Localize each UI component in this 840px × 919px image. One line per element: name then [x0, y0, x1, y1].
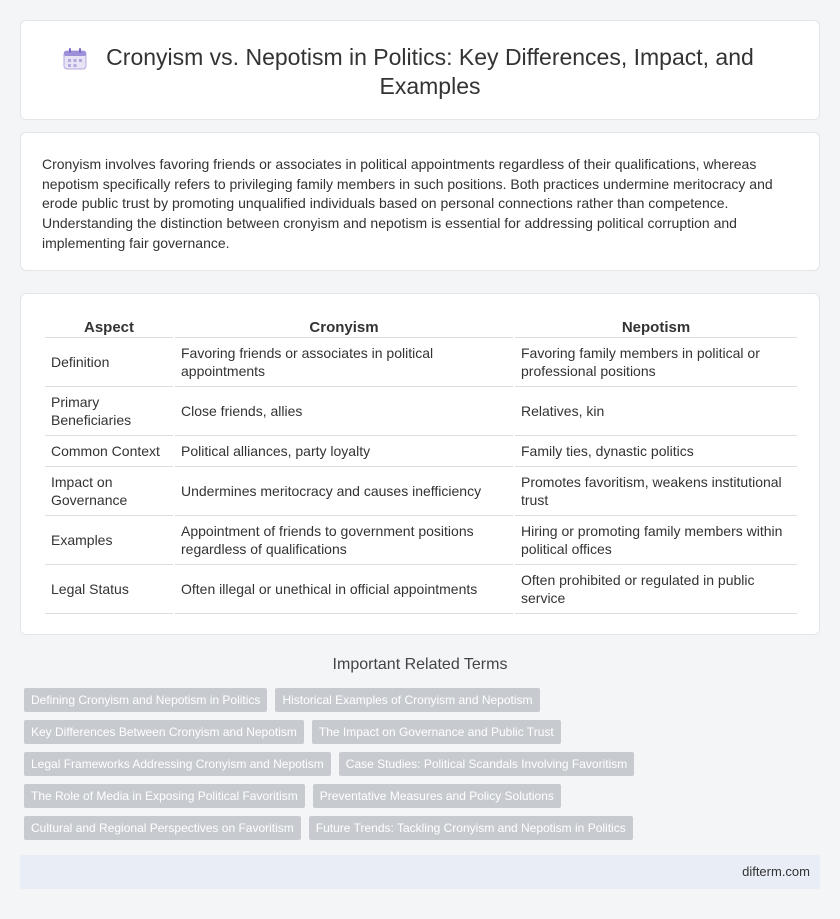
- related-terms-title: Important Related Terms: [332, 656, 508, 673]
- table-cell-nepotism: Often prohibited or regulated in public service: [515, 565, 797, 614]
- related-term-link[interactable]: Legal Frameworks Addressing Cronyism and Nepotism: [24, 752, 331, 776]
- tag-row: [24, 720, 824, 752]
- table-cell-cronyism: Undermines meritocracy and causes inefficiency: [175, 467, 513, 516]
- column-header-aspect: Aspect: [45, 316, 173, 338]
- comparison-card: [20, 293, 820, 635]
- related-term-link[interactable]: Future Trends: Tackling Cronyism and Nepotism in Politics: [309, 816, 633, 840]
- related-term-link[interactable]: Case Studies: Political Scandals Involving Favoritism: [339, 752, 634, 776]
- table-cell-nepotism: Hiring or promoting family members within political offices: [515, 516, 797, 565]
- footer: [20, 855, 820, 889]
- table-cell-aspect: Examples: [45, 516, 173, 565]
- related-term-link[interactable]: Historical Examples of Cronyism and Nepotism: [275, 688, 539, 712]
- related-terms-list: [24, 688, 824, 848]
- table-cell-nepotism: Family ties, dynastic politics: [515, 436, 797, 467]
- table-cell-aspect: Legal Status: [45, 565, 173, 614]
- footer-site-name: difterm.com: [742, 864, 810, 879]
- table-header-row: [45, 316, 797, 338]
- comparison-table: [43, 316, 799, 614]
- table-cell-nepotism: Favoring family members in political or professional positions: [515, 338, 797, 387]
- table-cell-aspect: Impact on Governance: [45, 467, 173, 516]
- table-row: [45, 338, 797, 387]
- intro-paragraph: Cronyism involves favoring friends or associates in political appointments regardless of their qualifications, whereas nepotism specifically refers to privileging family members in such positions. Both practices undermine meritocracy and erode public trust by promoting unqualified individuals based on personal connections rather than competence. Understanding the distinction between cronyism and nepotism is essential for addressing political corruption and implementing fair governance.: [42, 156, 773, 251]
- table-row: [45, 387, 797, 436]
- table-row: [45, 565, 797, 614]
- table-cell-cronyism: Political alliances, party loyalty: [175, 436, 513, 467]
- related-term-link[interactable]: The Role of Media in Exposing Political Favoritism: [24, 784, 305, 808]
- table-cell-aspect: Definition: [45, 338, 173, 387]
- tag-row: [24, 752, 824, 784]
- table-row: [45, 436, 797, 467]
- column-header-cronyism: Cronyism: [175, 316, 513, 338]
- table-cell-cronyism: Appointment of friends to government positions regardless of qualifications: [175, 516, 513, 565]
- related-term-link[interactable]: The Impact on Governance and Public Trust: [312, 720, 561, 744]
- tag-row: [24, 816, 824, 848]
- intro-card: [20, 132, 820, 271]
- table-cell-nepotism: Promotes favoritism, weakens institutional trust: [515, 467, 797, 516]
- title-card: [20, 20, 820, 120]
- related-term-link[interactable]: Preventative Measures and Policy Solutions: [313, 784, 561, 808]
- table-cell-aspect: Common Context: [45, 436, 173, 467]
- table-row: [45, 467, 797, 516]
- table-cell-nepotism: Relatives, kin: [515, 387, 797, 436]
- related-term-link[interactable]: Key Differences Between Cronyism and Nepotism: [24, 720, 304, 744]
- tag-row: [24, 784, 824, 816]
- column-header-nepotism: Nepotism: [515, 316, 797, 338]
- table-cell-cronyism: Favoring friends or associates in political appointments: [175, 338, 513, 387]
- related-term-link[interactable]: Defining Cronyism and Nepotism in Politics: [24, 688, 267, 712]
- tag-row: [24, 688, 824, 720]
- related-term-link[interactable]: Cultural and Regional Perspectives on Favoritism: [24, 816, 301, 840]
- table-cell-cronyism: Often illegal or unethical in official appointments: [175, 565, 513, 614]
- table-cell-cronyism: Close friends, allies: [175, 387, 513, 436]
- page-title: Cronyism vs. Nepotism in Politics: Key Differences, Impact, and Examples: [106, 44, 754, 99]
- table-row: [45, 516, 797, 565]
- table-cell-aspect: Primary Beneficiaries: [45, 387, 173, 436]
